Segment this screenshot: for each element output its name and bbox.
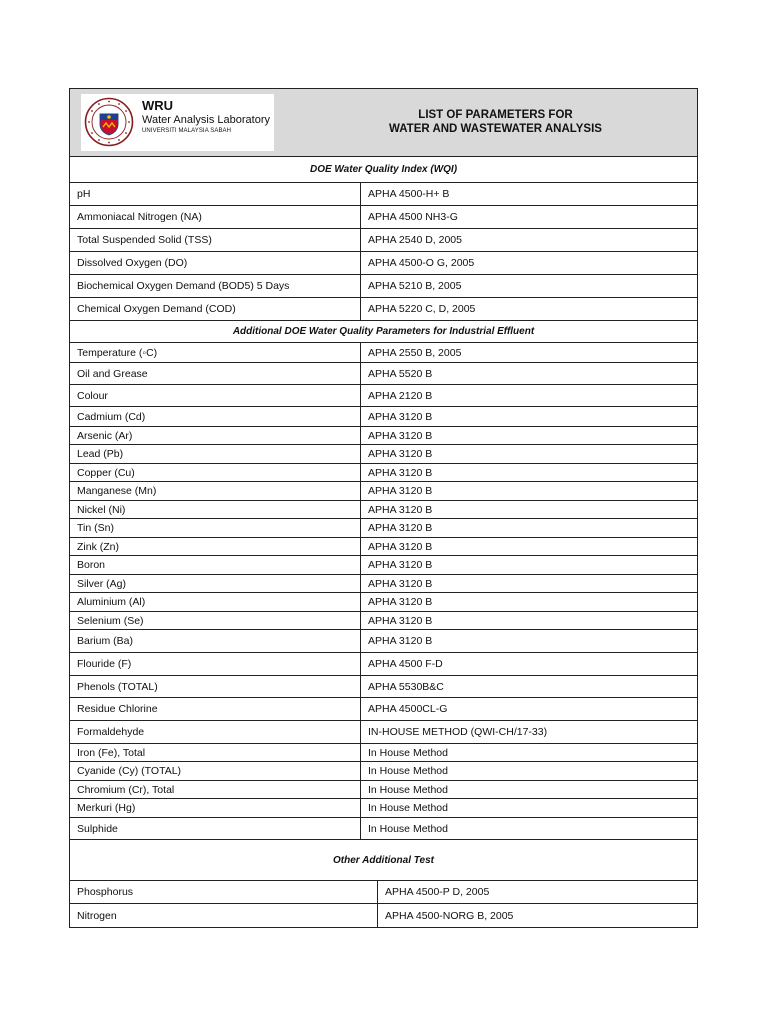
table-row [70,407,697,427]
method-cell: APHA 3120 B [368,466,433,479]
parameter-cell: Arsenic (Ar) [70,427,361,444]
table-row [70,252,697,275]
parameter-cell: Tin (Sn) [70,519,361,537]
parameters-document [69,88,698,928]
logo-university: UNIVERSITI MALAYSIA SABAH [142,128,232,134]
title-line-2: WATER AND WASTEWATER ANALYSIS [389,123,602,135]
method-cell: APHA 4500-NORG B, 2005 [385,909,514,922]
table-row [70,482,697,501]
method-cell: APHA 4500-O G, 2005 [368,257,475,269]
table-row [70,630,697,653]
logo-abbrev: WRU [142,98,174,113]
parameter-cell: Chromium (Cr), Total [70,781,361,798]
method-cell: APHA 5520 B [368,367,433,380]
parameter-cell: Formaldehyde [70,721,361,743]
method-cell: APHA 3120 B [368,485,433,497]
parameter-cell: Selenium (Se) [70,612,361,629]
method-cell: APHA 3120 B [368,448,433,460]
table-row [70,612,697,630]
method-cell: APHA 5220 C, D, 2005 [368,303,476,315]
parameter-cell: Residue Chlorine [70,698,361,720]
method-cell: In House Method [368,765,448,777]
parameter-cell: Copper (Cu) [70,464,361,481]
table-row [70,464,697,482]
table-row [70,343,697,363]
parameter-cell: pH [70,183,361,205]
method-cell: In House Method [368,783,448,796]
title-line-1: LIST OF PARAMETERS FOR [418,109,573,121]
parameter-cell: Dissolved Oxygen (DO) [70,252,361,274]
method-cell: APHA 2120 B [368,389,433,402]
method-cell: APHA 2540 D, 2005 [368,234,462,246]
parameter-cell: Oil and Grease [70,363,361,384]
table-row [70,721,697,744]
table-row [70,575,697,593]
table-row [70,676,697,698]
parameter-cell: Sulphide [70,818,361,839]
method-cell: APHA 2550 B, 2005 [368,346,462,359]
table-row [70,698,697,721]
method-cell: APHA 3120 B [368,429,433,442]
method-cell: In House Method [368,822,448,835]
method-cell: APHA 4500 NH3-G [368,211,458,223]
parameter-cell: Aluminium (Al) [70,593,361,611]
method-cell: APHA 3120 B [368,596,433,608]
parameter-cell: Merkuri (Hg) [70,799,361,817]
parameter-cell: Temperature (◦C) [70,343,361,362]
logo-lab-name: Water Analysis Laboratory [142,114,270,126]
parameter-cell: Total Suspended Solid (TSS) [70,229,361,251]
table-row [70,538,697,556]
table-row [70,781,697,799]
parameter-cell: Silver (Ag) [70,575,361,592]
table-row [70,501,697,519]
document-title [294,108,697,136]
document-header [70,89,697,157]
parameter-cell: Phosphorus [70,881,378,903]
parameter-cell: Ammoniacal Nitrogen (NA) [70,206,361,228]
table-row [70,799,697,818]
parameter-cell: Cadmium (Cd) [70,407,361,426]
university-seal-icon [84,97,134,147]
parameter-cell: Nitrogen [70,904,378,927]
method-cell: APHA 4500-H+ B [368,188,450,200]
parameter-cell: Flouride (F) [70,653,361,675]
method-cell: APHA 5210 B, 2005 [368,280,462,292]
table-row [70,744,697,762]
method-cell: APHA 3120 B [368,503,433,516]
method-cell: APHA 3120 B [368,614,433,627]
wru-logo [81,94,274,151]
parameters-table [70,157,697,927]
parameter-cell: Barium (Ba) [70,630,361,652]
method-cell: In House Method [368,802,448,814]
method-cell: APHA 4500-P D, 2005 [385,886,490,898]
table-row [70,519,697,538]
section-heading-other-tests: Other Additional Test [70,840,697,881]
table-row [70,818,697,840]
parameter-cell: Chemical Oxygen Demand (COD) [70,298,361,320]
parameter-cell: Colour [70,385,361,406]
method-cell: APHA 3120 B [368,559,433,571]
parameter-cell: Boron [70,556,361,574]
parameter-cell: Cyanide (Cy) (TOTAL) [70,762,361,780]
table-row [70,556,697,575]
table-row [70,275,697,298]
parameter-cell: Lead (Pb) [70,445,361,463]
section-heading-industrial-effluent: Additional DOE Water Quality Parameters for Industrial Effluent [70,321,697,343]
method-cell: APHA 4500CL-G [368,703,448,715]
method-cell: APHA 5530B&C [368,680,444,693]
table-row [70,183,697,206]
parameter-cell: Manganese (Mn) [70,482,361,500]
table-row [70,593,697,612]
table-row [70,427,697,445]
table-row [70,904,697,927]
method-cell: APHA 4500 F-D [368,658,443,670]
method-cell: APHA 3120 B [368,410,433,423]
parameter-cell: Phenols (TOTAL) [70,676,361,697]
method-cell: APHA 3120 B [368,522,433,534]
table-row [70,445,697,464]
table-row [70,298,697,321]
method-cell: APHA 3120 B [368,577,433,590]
section-heading-wqi: DOE Water Quality Index (WQI) [70,157,697,183]
table-row [70,385,697,407]
method-cell: APHA 3120 B [368,540,433,553]
table-row [70,363,697,385]
parameter-cell: Biochemical Oxygen Demand (BOD5) 5 Days [70,275,361,297]
method-cell: In House Method [368,746,448,759]
parameter-cell: Iron (Fe), Total [70,744,361,761]
table-row [70,762,697,781]
table-row [70,229,697,252]
parameter-cell: Nickel (Ni) [70,501,361,518]
table-row [70,881,697,904]
method-cell: IN-HOUSE METHOD (QWI-CH/17-33) [368,726,548,738]
method-cell: APHA 3120 B [368,635,433,647]
table-row [70,206,697,229]
parameter-cell: Zink (Zn) [70,538,361,555]
table-row [70,653,697,676]
